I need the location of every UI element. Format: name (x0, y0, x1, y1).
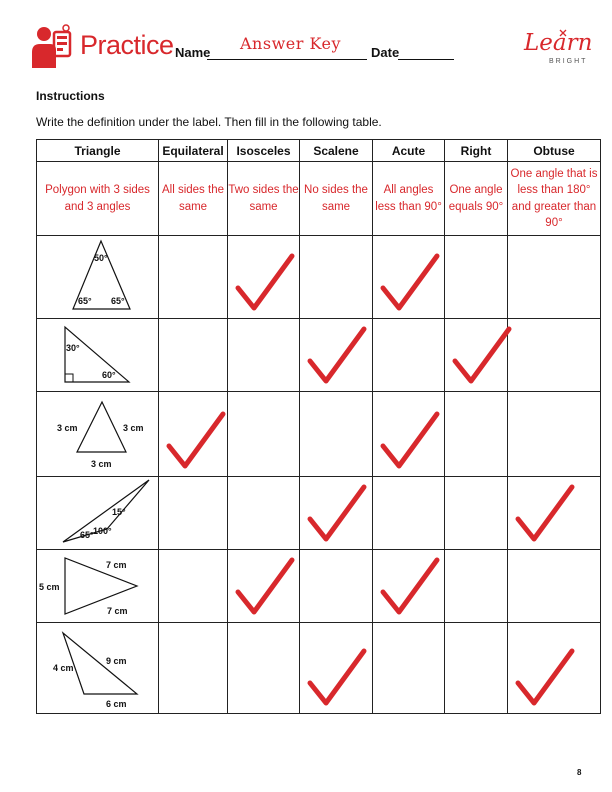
check-cell[interactable] (508, 392, 601, 477)
triangle-figure-cell (37, 550, 159, 623)
date-label: Date (371, 45, 400, 60)
check-mark-icon (451, 325, 513, 387)
check-cell[interactable] (508, 477, 601, 550)
check-cell[interactable] (159, 477, 228, 550)
logo-subtitle: BRIGHT (549, 58, 588, 65)
angle-label: 65° (80, 530, 94, 540)
side-label: 6 cm (106, 699, 127, 709)
check-cell[interactable] (373, 236, 445, 319)
definition-acute[interactable]: All angles less than 90° (373, 162, 445, 236)
angle-label: 100° (93, 526, 112, 536)
check-mark-icon (379, 556, 441, 618)
check-cell[interactable] (445, 623, 508, 714)
table-row (37, 236, 601, 319)
side-label: 7 cm (106, 560, 127, 570)
triangle-figure-cell (37, 477, 159, 550)
col-header-obtuse: Obtuse (508, 140, 601, 162)
date-field-line[interactable] (398, 59, 454, 60)
angle-label: 50° (94, 253, 108, 263)
check-cell[interactable] (159, 319, 228, 392)
check-mark-icon (165, 410, 227, 472)
col-header-triangle: Triangle (37, 140, 159, 162)
angle-label: 65° (78, 296, 92, 306)
angle-label: 15° (112, 507, 126, 517)
col-header-scalene: Scalene (300, 140, 373, 162)
check-cell[interactable] (508, 236, 601, 319)
side-label: 5 cm (39, 582, 60, 592)
table-row (37, 623, 601, 714)
col-header-equilateral: Equilateral (159, 140, 228, 162)
check-mark-icon (234, 556, 296, 618)
col-header-acute: Acute (373, 140, 445, 162)
name-field-value[interactable]: Answer Key (240, 34, 341, 53)
check-mark-icon (514, 647, 576, 709)
side-label: 7 cm (107, 606, 128, 616)
obtuse-triangle (37, 477, 159, 549)
right-triangle (37, 319, 159, 391)
check-cell[interactable] (159, 623, 228, 714)
definition-scalene[interactable]: No sides the same (300, 162, 373, 236)
check-cell[interactable] (508, 623, 601, 714)
check-cell[interactable] (159, 550, 228, 623)
check-cell[interactable] (445, 477, 508, 550)
table-row (37, 550, 601, 623)
check-cell[interactable] (300, 236, 373, 319)
instructions-text: Write the definition under the label. Then fill in the following table. (36, 115, 382, 129)
table-row (37, 319, 601, 392)
check-cell[interactable] (300, 477, 373, 550)
triangle-figure-cell (37, 623, 159, 714)
isosceles-triangle-sideways (37, 550, 159, 622)
definition-equilateral[interactable]: All sides the same (159, 162, 228, 236)
check-cell[interactable] (228, 477, 300, 550)
check-mark-icon (306, 647, 368, 709)
check-cell[interactable] (508, 550, 601, 623)
triangle-figure-cell (37, 392, 159, 477)
definition-obtuse[interactable]: One angle that is less than 180° and greater than 90° (508, 162, 601, 236)
check-cell[interactable] (373, 477, 445, 550)
check-cell[interactable] (228, 623, 300, 714)
instructions-heading: Instructions (36, 89, 105, 103)
side-label: 3 cm (57, 423, 78, 433)
side-label: 3 cm (91, 459, 112, 469)
practice-person-icon (30, 24, 74, 70)
check-mark-icon (379, 252, 441, 314)
check-mark-icon (306, 483, 368, 545)
check-cell[interactable] (373, 550, 445, 623)
check-cell[interactable] (228, 550, 300, 623)
col-header-right: Right (445, 140, 508, 162)
triangle-figure-cell (37, 236, 159, 319)
triangle-table (36, 139, 601, 714)
check-cell[interactable] (445, 319, 508, 392)
col-header-isosceles: Isosceles (228, 140, 300, 162)
check-cell[interactable] (373, 623, 445, 714)
check-cell[interactable] (228, 392, 300, 477)
logo-word: Learn (524, 30, 593, 56)
definition-triangle[interactable]: Polygon with 3 sides and 3 angles (37, 162, 159, 236)
side-label: 9 cm (106, 656, 127, 666)
check-mark-icon (306, 325, 368, 387)
check-mark-icon (234, 252, 296, 314)
check-cell[interactable] (300, 550, 373, 623)
definition-right[interactable]: One angle equals 90° (445, 162, 508, 236)
check-cell[interactable] (373, 319, 445, 392)
check-cell[interactable] (228, 236, 300, 319)
check-cell[interactable] (300, 392, 373, 477)
side-label: 3 cm (123, 423, 144, 433)
check-cell[interactable] (300, 623, 373, 714)
equilateral-triangle (37, 392, 159, 476)
side-label: 4 cm (53, 663, 74, 673)
check-cell[interactable] (300, 319, 373, 392)
angle-label: 60° (102, 370, 116, 380)
check-mark-icon (379, 410, 441, 472)
check-cell[interactable] (159, 236, 228, 319)
check-cell[interactable] (445, 550, 508, 623)
acute-isosceles-triangle (37, 236, 159, 318)
check-mark-icon (514, 483, 576, 545)
name-label: Name (175, 45, 211, 60)
check-cell[interactable] (228, 319, 300, 392)
page-title: Practice (80, 30, 174, 60)
table-row (37, 392, 601, 477)
check-cell[interactable] (445, 392, 508, 477)
definition-isosceles[interactable]: Two sides the same (228, 162, 300, 236)
scalene-obtuse-triangle (37, 623, 159, 713)
page-number: 8 (577, 768, 582, 777)
angle-label: 65° (111, 296, 125, 306)
name-field-line[interactable] (207, 59, 367, 60)
table-row (37, 477, 601, 550)
check-cell[interactable] (159, 392, 228, 477)
check-cell[interactable] (373, 392, 445, 477)
angle-label: 30° (66, 343, 80, 353)
check-cell[interactable] (508, 319, 601, 392)
triangle-figure-cell (37, 319, 159, 392)
check-cell[interactable] (445, 236, 508, 319)
